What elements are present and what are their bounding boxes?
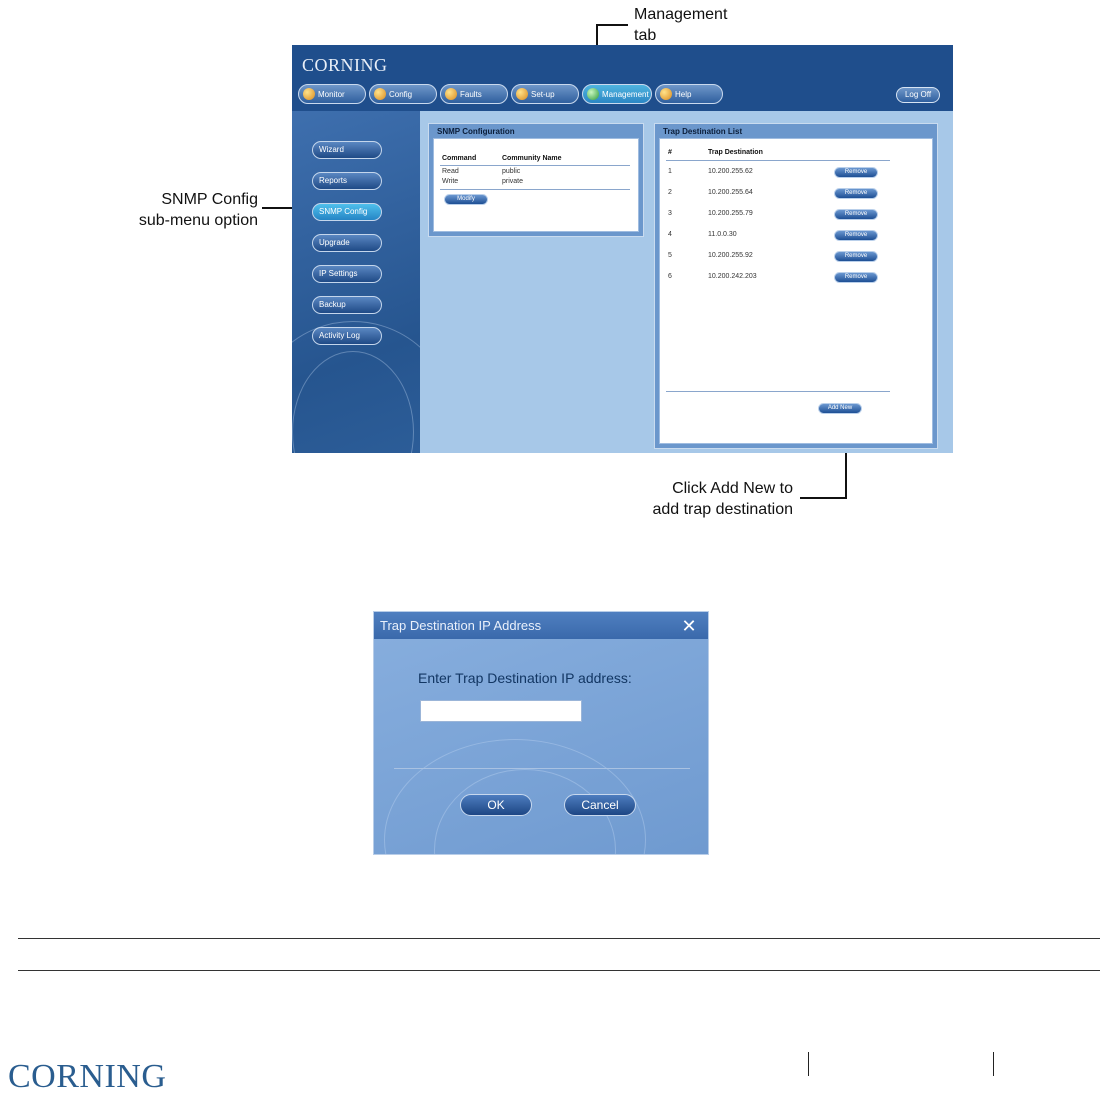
remove-button[interactable]: Remove <box>834 188 878 199</box>
tab-management[interactable] <box>582 84 652 104</box>
snmp-row-command: Write <box>442 178 459 185</box>
trap-destination-body <box>659 138 933 444</box>
trap-row-num: 6 <box>668 273 672 280</box>
trap-destination-dialog <box>373 611 709 855</box>
divider <box>666 391 890 392</box>
tab-setup[interactable] <box>511 84 579 104</box>
footer-rule-top <box>18 938 1100 939</box>
callout-management-leader <box>596 24 628 26</box>
trap-row-num: 4 <box>668 231 672 238</box>
callout-addnew-line2: add trap destination <box>652 501 793 518</box>
ok-button[interactable]: OK <box>460 794 532 816</box>
footer-logo: CORNING <box>8 1058 167 1095</box>
cancel-button[interactable]: Cancel <box>564 794 636 816</box>
brand-logo: CORNING <box>302 55 388 75</box>
sidebar-item-reports[interactable]: Reports <box>312 172 382 190</box>
callout-snmp-line2: sub-menu option <box>138 212 258 229</box>
tab-label: Config <box>389 89 413 99</box>
dialog-titlebar <box>374 612 708 639</box>
trap-row-num: 3 <box>668 210 672 217</box>
divider <box>666 160 890 161</box>
callout-management-line1: Management <box>634 6 728 23</box>
callout-snmp-line1: SNMP Config <box>161 191 258 208</box>
trap-row-ip: 10.200.255.62 <box>708 168 753 175</box>
divider <box>440 165 630 166</box>
snmp-config-panel <box>428 123 644 237</box>
col-header-community: Community Name <box>502 155 562 162</box>
trap-destination-title: Trap Destination List <box>663 127 743 136</box>
trap-row-ip: 11.0.0.30 <box>708 231 737 238</box>
sidebar-item-wizard[interactable]: Wizard <box>312 141 382 159</box>
callout-addnew-line1: Click Add New to <box>672 480 793 497</box>
trap-row-num: 2 <box>668 189 672 196</box>
snmp-config-title: SNMP Configuration <box>437 127 515 136</box>
col-header-command: Command <box>442 155 477 162</box>
snmp-row-community: public <box>502 168 521 175</box>
tab-faults[interactable] <box>440 84 508 104</box>
tab-monitor[interactable] <box>298 84 366 104</box>
footer-divider <box>808 1052 809 1076</box>
ip-address-input[interactable] <box>420 700 582 722</box>
callout-management-tab <box>634 4 727 46</box>
col-header-trap-destination: Trap Destination <box>708 149 763 156</box>
add-new-button[interactable]: Add New <box>818 403 862 414</box>
dialog-divider <box>394 768 690 769</box>
callout-snmp-config <box>126 189 258 231</box>
callout-management-line2: tab <box>634 27 657 44</box>
dialog-prompt: Enter Trap Destination IP address: <box>418 670 632 686</box>
sidebar-item-activity-log[interactable]: Activity Log <box>312 327 382 345</box>
setup-icon <box>516 88 528 100</box>
tab-label: Management <box>602 89 649 99</box>
tab-label: Monitor <box>318 89 345 99</box>
tab-config[interactable] <box>369 84 437 104</box>
management-icon <box>587 88 599 100</box>
callout-addnew-leader-h <box>800 497 847 499</box>
trap-destination-panel <box>654 123 938 449</box>
tab-label: Set-up <box>531 89 555 99</box>
trap-row-ip: 10.200.255.64 <box>708 189 753 196</box>
remove-button[interactable]: Remove <box>834 209 878 220</box>
sidebar-item-ip-settings[interactable]: IP Settings <box>312 265 382 283</box>
trap-row-ip: 10.200.255.92 <box>708 252 753 259</box>
snmp-config-body <box>433 138 639 232</box>
remove-button[interactable]: Remove <box>834 167 878 178</box>
snmp-row-command: Read <box>442 168 459 175</box>
sidebar-item-snmp-config[interactable]: SNMP Config <box>312 203 382 221</box>
trap-row-ip: 10.200.242.203 <box>708 273 757 280</box>
footer-divider <box>993 1052 994 1076</box>
dialog-title: Trap Destination IP Address <box>380 618 542 633</box>
footer-rule-bottom <box>18 970 1100 971</box>
help-icon <box>660 88 672 100</box>
tab-label: Faults <box>460 89 482 99</box>
trap-row-num: 1 <box>668 168 672 175</box>
trap-row-ip: 10.200.255.79 <box>708 210 753 217</box>
monitor-icon <box>303 88 315 100</box>
callout-add-new <box>630 478 793 520</box>
tab-label: Help <box>675 89 692 99</box>
remove-button[interactable]: Remove <box>834 230 878 241</box>
col-header-num: # <box>668 149 672 156</box>
snmp-row-community: private <box>502 178 524 185</box>
remove-button[interactable]: Remove <box>834 251 878 262</box>
divider <box>440 189 630 190</box>
faults-icon <box>445 88 457 100</box>
main-content <box>420 111 953 453</box>
remove-button[interactable]: Remove <box>834 272 878 283</box>
close-icon[interactable]: ✕ <box>681 616 697 636</box>
modify-button[interactable]: Modify <box>444 194 488 205</box>
main-tabs <box>298 84 723 106</box>
sidebar-item-backup[interactable]: Backup <box>312 296 382 314</box>
app-window <box>292 45 953 453</box>
sidebar <box>292 111 420 453</box>
sidebar-item-upgrade[interactable]: Upgrade <box>312 234 382 252</box>
logoff-button[interactable]: Log Off <box>896 87 940 103</box>
app-header <box>292 45 953 111</box>
config-icon <box>374 88 386 100</box>
tab-help[interactable] <box>655 84 723 104</box>
trap-row-num: 5 <box>668 252 672 259</box>
